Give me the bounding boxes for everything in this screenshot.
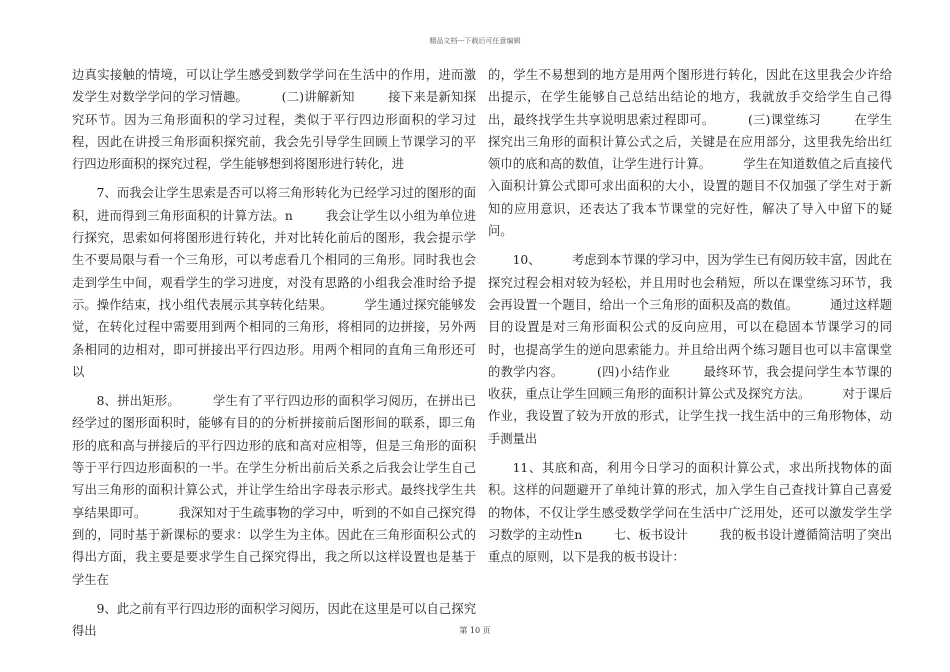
paragraph: 的，学生不易想到的地方是用两个图形进行转化，因此在这里我会少许给出提示，在学生能够自己总结出结论的地方，我就放手交给学生自己得出，最终找学生共享说明思索过程即可。 (三)课堂练习 在学生探究出三角形的面积计算公式之后，关键是在应用部分，这里我先给出红领巾的底和高的数值，让学生进行计算。 学生在知道数值之后直接代入面积计算公式即可求出面积的大小，设置的题目不仅加强了学生对于新知的应用意识，还表达了我本节课堂的完好性，解决了导入中留下的疑问。 (488, 68, 892, 239)
paragraph: 8、拼出矩形。 学生有了平行四边形的面积学习阅历，在拼出已经学过的图形面积时，能够有目的的分析拼接前后图形间的联系，即三角形的底和高与拼接后的平行四边形的底和高对应相等，但是三角形的面积等于平行四边形面积的一半。在学生分析出前后关系之后我会让学生自己写出三角形的面积计算公式，并让学生给出字母表示形式。最终找学生共享结果即可。 我深知对于生疏事物的学习中，听到的不如自己探究得到的，同时基于新课标的要求：以学生为主体。因此在三角形面积公式的得出方面，我主要是要求学生自己探究得出，我之所以这样设置也是基于学生在 (72, 394, 476, 587)
left-column (72, 64, 476, 642)
page-header: 精品文档---下载后可任意编辑 (429, 37, 521, 45)
right-column (488, 64, 892, 569)
paragraph: 11、其底和高，利用今日学习的面积计算公式，求出所找物体的面积。这样的问题避开了单纯计算的形式，加入学生自己查找计算自己喜爱的物体，不仅让学生感受数学学问在生活中广泛用处，还可以激发学生学习数学的主动性n 七、板书设计 我的板书设计遵循简洁明了突出重点的原则，以下是我的板书设计： (488, 461, 892, 565)
paragraph: 9、此之前有平行四边形的面积学习阅历，因此在这里是可以自己探究得出 (72, 601, 476, 639)
page-number: 第 10 页 (459, 626, 491, 635)
paragraph: 边真实接触的情境，可以让学生感受到数学学问在生活中的作用，进而激发学生对数学学问的学习情趣。 (二)讲解新知 接下来是新知探究环节。因为三角形面积的学习过程，类似于平行四边形面积的学习过程，因此在讲授三角形面积探究前，我会先引导学生回顾上节课学习的平行四边形面积的探究过程，学生能够想到将图形进行转化，进 (72, 68, 476, 172)
paragraph: 10、 考虑到本节课的学习中，因为学生已有阅历较丰富，因此在探究过程会相对较为轻松，并且用时也会稍短，所以在课堂练习环节，我会再设置一个题目，给出一个三角形的面积及高的数值。 通过这样题目的设置是对三角形面积公式的反向应用，可以在稳固本节课学习的同时，也提高学生的逆向思索能力。并且给出两个练习题目也可以丰富课堂的教学内容。 (四)小结作业 最终环节，我会提问学生本节课的收获，重点让学生回顾三角形的面积计算公式及探究方法。 对于课后作业，我设置了较为开放的形式，让学生找一找生活中的三角形物体，动手测量出 (488, 253, 892, 446)
paragraph: 7、而我会让学生思索是否可以将三角形转化为已经学习过的图形的面积，进而得到三角形面积的计算方法。n 我会让学生以小组为单位进行探究，思索如何将图形进行转化，并对比转化前后的图形，我会提示学生不要局限与看一个三角形，可以考虑看几个相同的三角形。同时我也会走到学生中间，观看学生的学习进度，对没有思路的小组我会准时给予提示。操作结束，找小组代表展示其享转化结果。 学生通过探究能够发觉，在转化过程中需要用到两个相同的三角形，将相同的边拼接，另外两条相同的边相对，即可拼接出平行四边形。用两个相同的直角三角形还可以 (72, 186, 476, 379)
